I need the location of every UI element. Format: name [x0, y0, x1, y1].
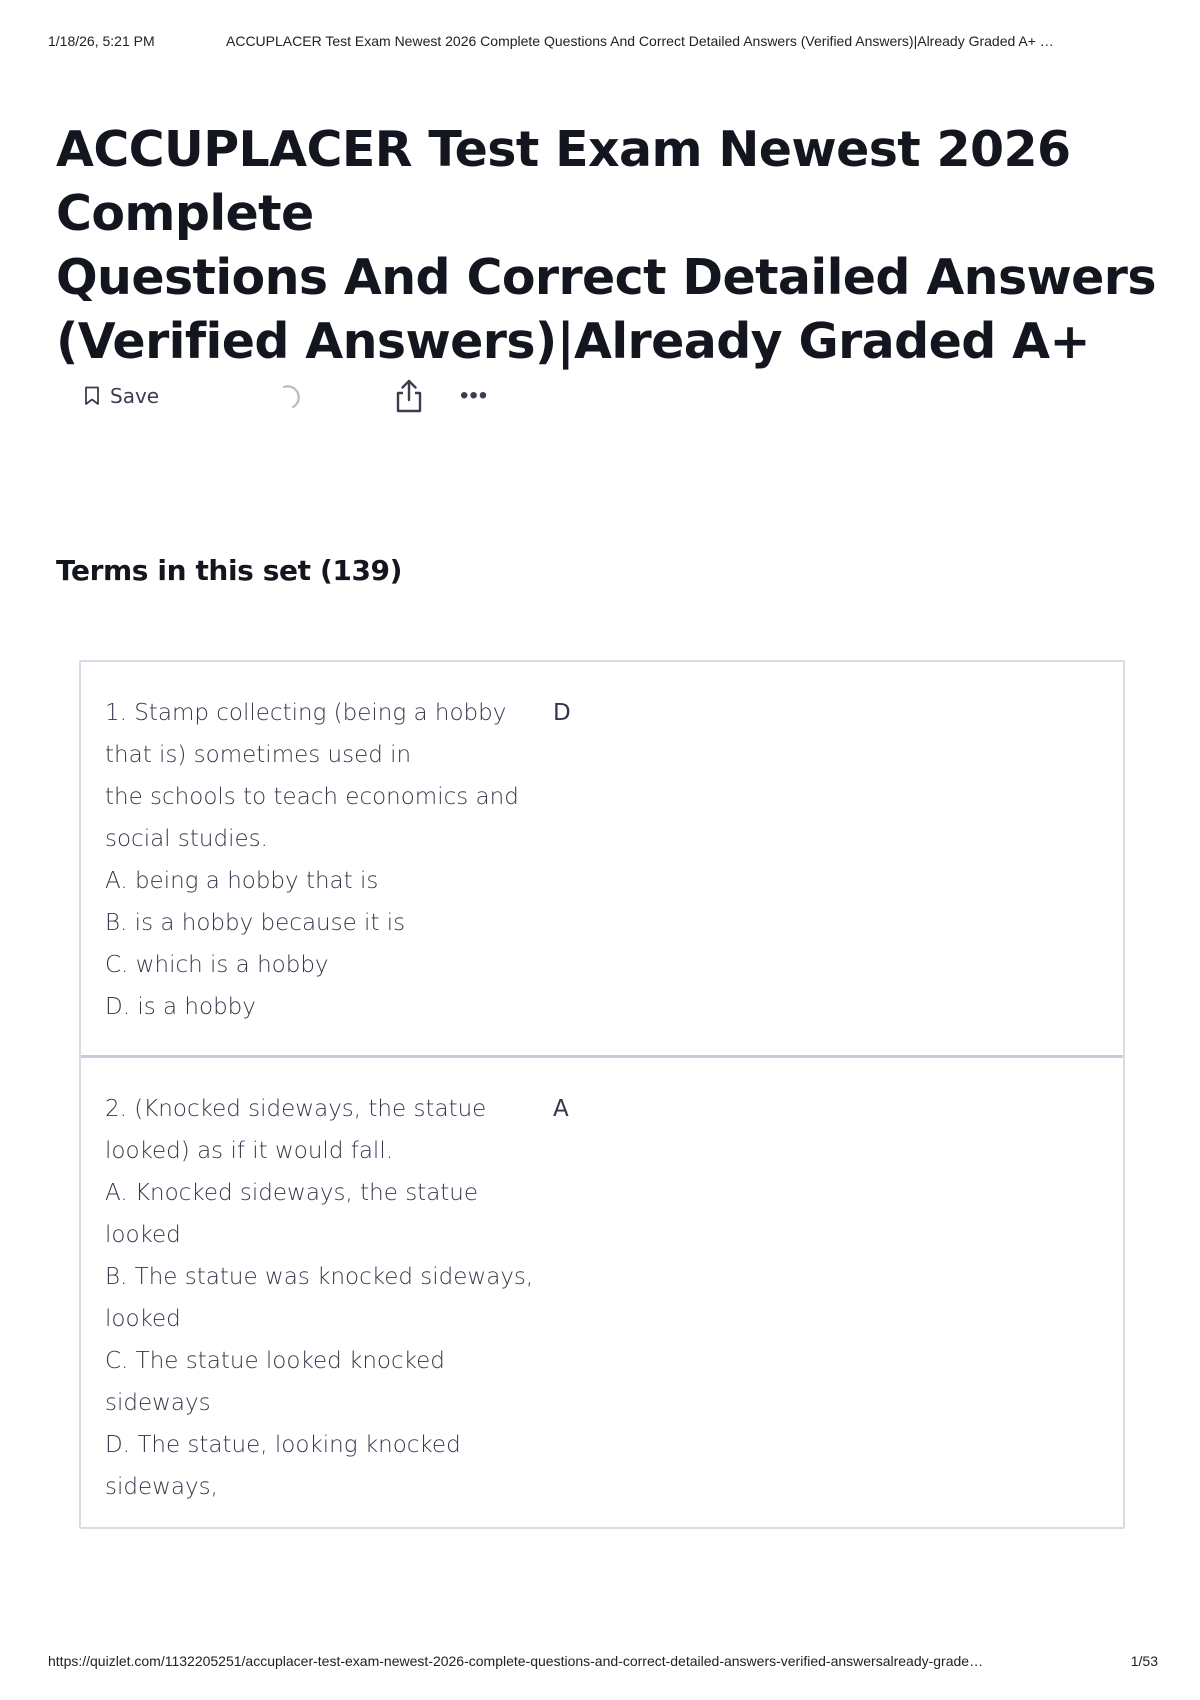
- term-line: B. The statue was knocked sideways,: [105, 1264, 534, 1290]
- term-card: [81, 1055, 1123, 1527]
- save-button[interactable]: [84, 384, 274, 408]
- term-line: 2. (Knocked sideways, the statue: [105, 1096, 487, 1122]
- page-number: 1/53: [1130, 1653, 1158, 1669]
- term-line: C. The statue looked knocked: [105, 1348, 445, 1374]
- term-card: [81, 662, 1123, 1055]
- page-title-line: Questions And Correct Detailed Answers: [56, 249, 1156, 306]
- term-text: [105, 1088, 534, 1500]
- bookmark-icon: [84, 386, 100, 406]
- terms-heading: Terms in this set (139): [56, 554, 403, 587]
- term-line: the schools to teach economics and: [105, 784, 519, 810]
- print-url: https://quizlet.com/1132205251/accuplacer-test-exam-newest-2026-complete-questions-and-correct-detailed-answers-verified-answersalready-grade…: [48, 1653, 984, 1669]
- page-title-line: (Verified Answers)|Already Graded A+: [56, 313, 1090, 370]
- definition-text: D: [553, 700, 571, 726]
- term-line: sideways: [105, 1390, 211, 1416]
- term-line: 1. Stamp collecting (being a hobby: [105, 700, 507, 726]
- print-page-title: ACCUPLACER Test Exam Newest 2026 Complete Questions And Correct Detailed Answers (Verified Answers)|Already Graded A+ …: [226, 33, 1054, 49]
- page-title: [56, 118, 1166, 374]
- term-line: C. which is a hobby: [105, 952, 329, 978]
- save-label: Save: [110, 384, 160, 408]
- term-line: looked) as if it would fall.: [105, 1138, 394, 1164]
- definition-text: A: [553, 1096, 569, 1122]
- term-line: D. is a hobby: [105, 994, 256, 1020]
- term-line: A. Knocked sideways, the statue: [105, 1180, 479, 1206]
- print-header: [48, 33, 1158, 49]
- share-icon[interactable]: [394, 378, 424, 414]
- term-line: looked: [105, 1222, 181, 1248]
- print-footer: [48, 1653, 1158, 1669]
- set-toolbar: [84, 374, 488, 418]
- term-line: looked: [105, 1306, 181, 1332]
- term-line: B. is a hobby because it is: [105, 910, 406, 936]
- print-date: 1/18/26, 5:21 PM: [48, 33, 155, 49]
- term-line: D. The statue, looking knocked: [105, 1432, 461, 1458]
- page-title-line: ACCUPLACER Test Exam Newest 2026 Complete: [56, 121, 1071, 242]
- term-card-list: [79, 660, 1125, 1529]
- term-line: sideways,: [105, 1474, 218, 1500]
- term-line: social studies.: [105, 826, 268, 852]
- term-text: [105, 692, 525, 1027]
- loading-spinner-icon: [276, 381, 306, 411]
- term-line: A. being a hobby that is: [105, 868, 379, 894]
- more-icon[interactable]: •••: [460, 382, 489, 409]
- term-line: that is) sometimes used in: [105, 742, 412, 768]
